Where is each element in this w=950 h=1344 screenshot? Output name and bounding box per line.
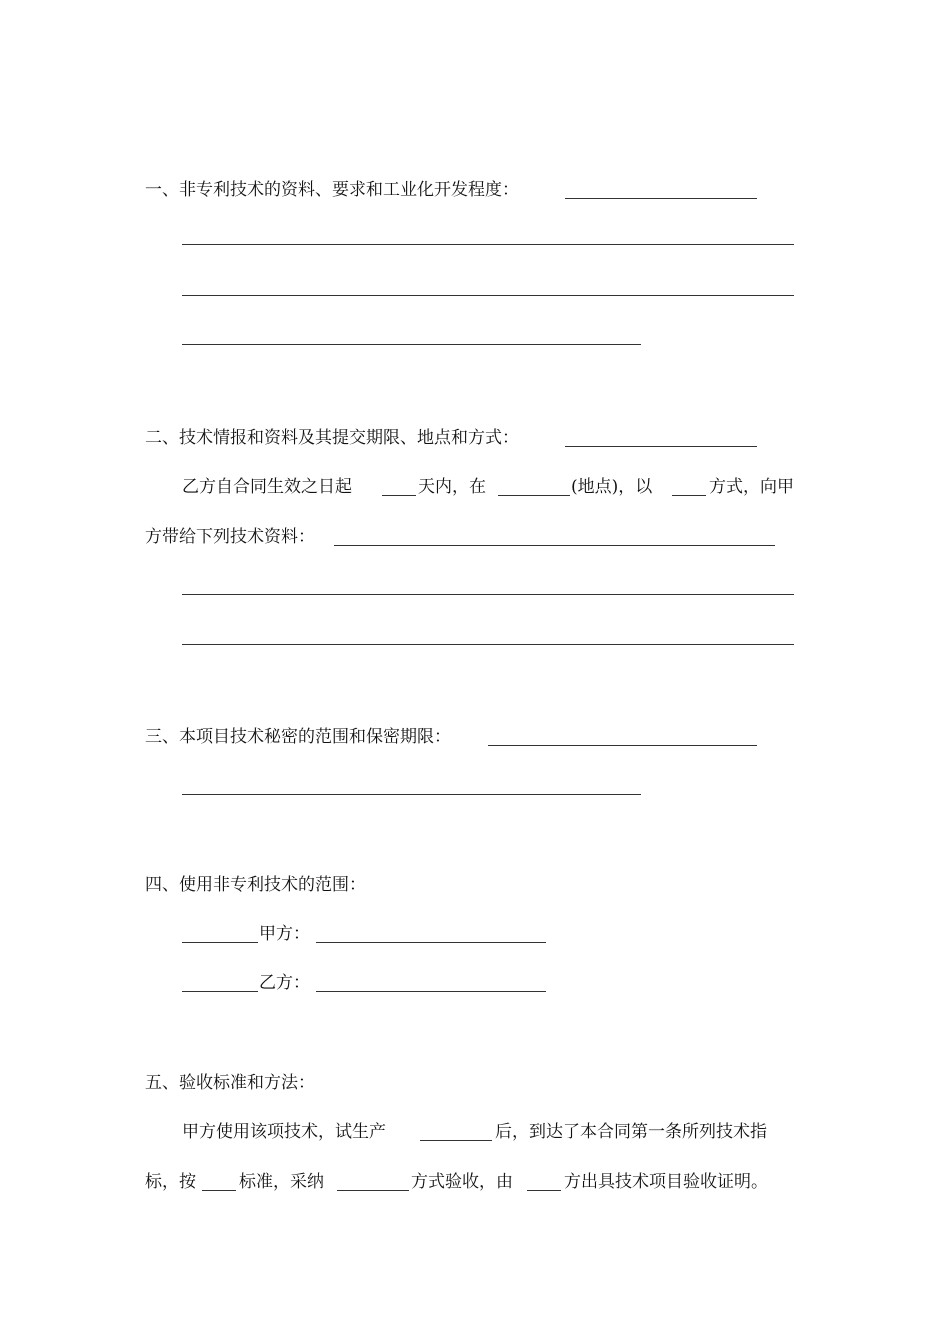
- blank-field[interactable]: [182, 344, 641, 345]
- blank-field[interactable]: [182, 295, 794, 296]
- section-3-heading-line: [0, 725, 950, 749]
- blank-field[interactable]: [182, 644, 794, 645]
- party-a-label: 甲方：: [259, 924, 310, 944]
- blank-line: [0, 224, 950, 248]
- section-5-heading-line: [0, 1071, 950, 1095]
- section-2-text: 天内，在: [418, 477, 486, 497]
- section-5-text: 甲方使用该项技术，试生产: [182, 1122, 386, 1142]
- section-2-paragraph-1: [0, 475, 950, 499]
- section-5-text: 标准，采纳: [239, 1172, 324, 1192]
- section-4-heading-line: [0, 873, 950, 897]
- blank-line: [0, 774, 950, 798]
- section-2-heading-line: [0, 426, 950, 450]
- blank-field[interactable]: [182, 244, 794, 245]
- section-2-text: (地点)，以: [571, 477, 653, 497]
- party-blank[interactable]: [527, 1190, 561, 1191]
- blank-line: [0, 574, 950, 598]
- section-5-heading: 五、验收标准和方法：: [145, 1073, 315, 1093]
- section-5-text: 标，按: [145, 1172, 196, 1192]
- blank-field[interactable]: [565, 198, 757, 199]
- section-5-text: 方出具技术项目验收证明。: [564, 1172, 768, 1192]
- section-5-text: 后，到达了本合同第一条所列技术指: [495, 1122, 767, 1142]
- section-2-text: 方带给下列技术资料：: [145, 527, 315, 547]
- method-blank[interactable]: [337, 1190, 409, 1191]
- blank-field[interactable]: [182, 594, 794, 595]
- blank-line: [0, 275, 950, 299]
- section-2-heading: 二、技术情报和资料及其提交期限、地点和方式：: [145, 428, 519, 448]
- blank-field[interactable]: [316, 991, 546, 992]
- section-4-heading: 四、使用非专利技术的范围：: [145, 875, 366, 895]
- section-2-text: 方式，向甲: [709, 477, 794, 497]
- section-1-heading: 一、非专利技术的资料、要求和工业化开发程度：: [145, 180, 519, 200]
- section-5-paragraph-1: [0, 1120, 950, 1144]
- trial-production-blank[interactable]: [420, 1140, 492, 1141]
- section-1-heading-line: [0, 178, 950, 202]
- section-3-heading: 三、本项目技术秘密的范围和保密期限：: [145, 727, 451, 747]
- section-2-text: 乙方自合同生效之日起: [182, 477, 352, 497]
- party-b-label: 乙方：: [259, 973, 310, 993]
- blank-field[interactable]: [316, 942, 546, 943]
- blank-line: [0, 324, 950, 348]
- blank-field[interactable]: [488, 745, 757, 746]
- days-blank[interactable]: [382, 495, 416, 496]
- party-a-line: [0, 922, 950, 946]
- location-blank[interactable]: [498, 495, 570, 496]
- blank-field[interactable]: [334, 545, 775, 546]
- blank-line: [0, 624, 950, 648]
- section-5-paragraph-2: [0, 1170, 950, 1194]
- party-b-line: [0, 971, 950, 995]
- blank-field[interactable]: [182, 991, 258, 992]
- standard-blank[interactable]: [202, 1190, 236, 1191]
- blank-field[interactable]: [182, 942, 258, 943]
- blank-field[interactable]: [182, 794, 641, 795]
- section-2-paragraph-2: [0, 525, 950, 549]
- method-blank[interactable]: [672, 495, 706, 496]
- section-5-text: 方式验收，由: [411, 1172, 513, 1192]
- blank-field[interactable]: [565, 446, 757, 447]
